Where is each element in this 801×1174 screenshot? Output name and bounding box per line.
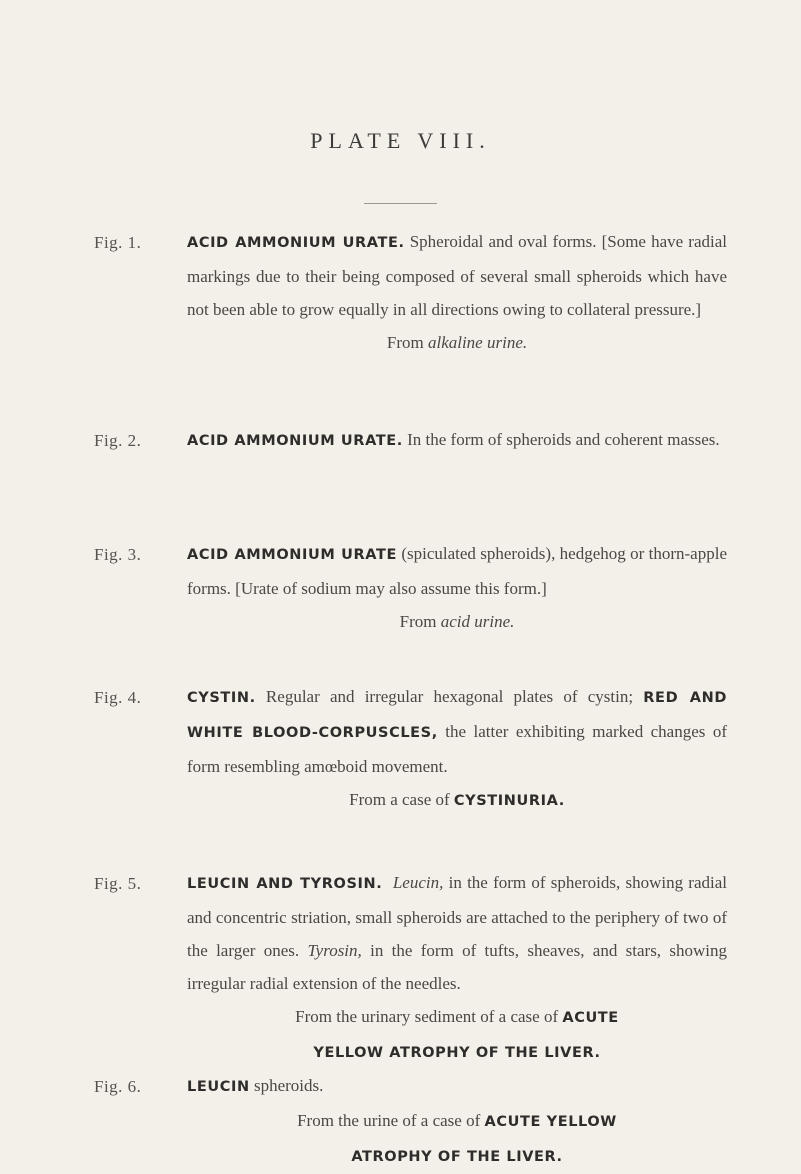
figure-label: Fig. 5. <box>94 874 142 893</box>
source-bold: ACUTE YELLOW <box>484 1114 617 1130</box>
figure-label: Fig. 6. <box>94 1077 142 1096</box>
figure-label: Fig. 4. <box>94 688 142 707</box>
figure-text: spheroids. <box>249 1076 324 1095</box>
figure-subheading: RED AND WHITE BLOOD-CORPUSCLES, <box>187 690 728 741</box>
source-prefix: From <box>399 612 441 631</box>
figure-description <box>187 537 727 638</box>
figure-text-2: the latter exhibiting marked changes of form resembling amœboid movement. <box>187 722 727 776</box>
source-prefix: From <box>386 333 428 352</box>
figure-text: In the form of spheroids and coherent masses. <box>402 430 720 449</box>
figure-label: Fig. 3. <box>94 545 142 564</box>
figure-italic-term-2: Tyrosin, <box>307 941 362 960</box>
figure-description <box>187 225 727 359</box>
figure-heading: LEUCIN <box>187 1079 250 1095</box>
figure-description <box>187 680 727 818</box>
figure-source <box>187 605 727 638</box>
figure-label: Fig. 2. <box>94 431 142 450</box>
source-bold-2: YELLOW ATROPHY OF THE LIVER. <box>313 1045 601 1061</box>
figure-label: Fig. 1. <box>94 233 142 252</box>
figure-source <box>187 783 727 818</box>
source-bold-2: ATROPHY OF THE LIVER. <box>351 1149 563 1165</box>
figure-heading: ACID AMMONIUM URATE. <box>187 235 405 251</box>
plate-title: PLATE VIII. <box>310 128 491 153</box>
figure-source <box>187 326 727 359</box>
source-bold: CYSTINURIA. <box>453 793 565 809</box>
figure-text-2: in the form of tufts, sheaves, and stars, showing irregular radial extension of the needles. <box>187 941 727 993</box>
figure-source-line-2 <box>187 1035 727 1070</box>
source-prefix: From the urine of a case of <box>297 1111 485 1130</box>
figure-text: (spiculated spheroids), hedgehog or thorn-apple forms. [Urate of sodium may also assume this form.] <box>187 544 727 598</box>
figure-heading: ACID AMMONIUM URATE <box>187 547 397 563</box>
figure-description <box>187 1069 727 1174</box>
figure-italic-term: Leucin, <box>392 873 444 892</box>
figure-source-line-2 <box>187 1139 727 1174</box>
figure-text: Regular and irregular hexagonal plates of cystin; <box>255 687 644 706</box>
source-prefix: From the urinary sediment of a case of <box>295 1007 563 1026</box>
source-italic: alkaline urine. <box>427 333 528 352</box>
figure-heading: CYSTIN. <box>187 690 256 706</box>
source-italic: acid urine. <box>440 612 515 631</box>
title-divider <box>364 203 437 204</box>
figure-heading: LEUCIN AND TYROSIN. <box>187 876 383 892</box>
figure-heading: ACID AMMONIUM URATE. <box>187 433 403 449</box>
figure-text: Spheroidal and oval forms. [Some have radial markings due to their being composed of several small spheroids which have not been able to grow equally in all directions owing to collateral pressure.] <box>187 232 727 319</box>
source-bold: ACUTE <box>562 1010 619 1026</box>
figure-source <box>187 1000 727 1035</box>
figure-description <box>187 423 727 458</box>
figure-text: in the form of spheroids, showing radial and concentric striation, small spheroids are attached to the periphery of two of the larger ones. <box>187 873 728 960</box>
source-prefix: From a case of <box>349 790 454 809</box>
figure-source <box>187 1104 727 1139</box>
figure-description <box>187 866 727 1070</box>
